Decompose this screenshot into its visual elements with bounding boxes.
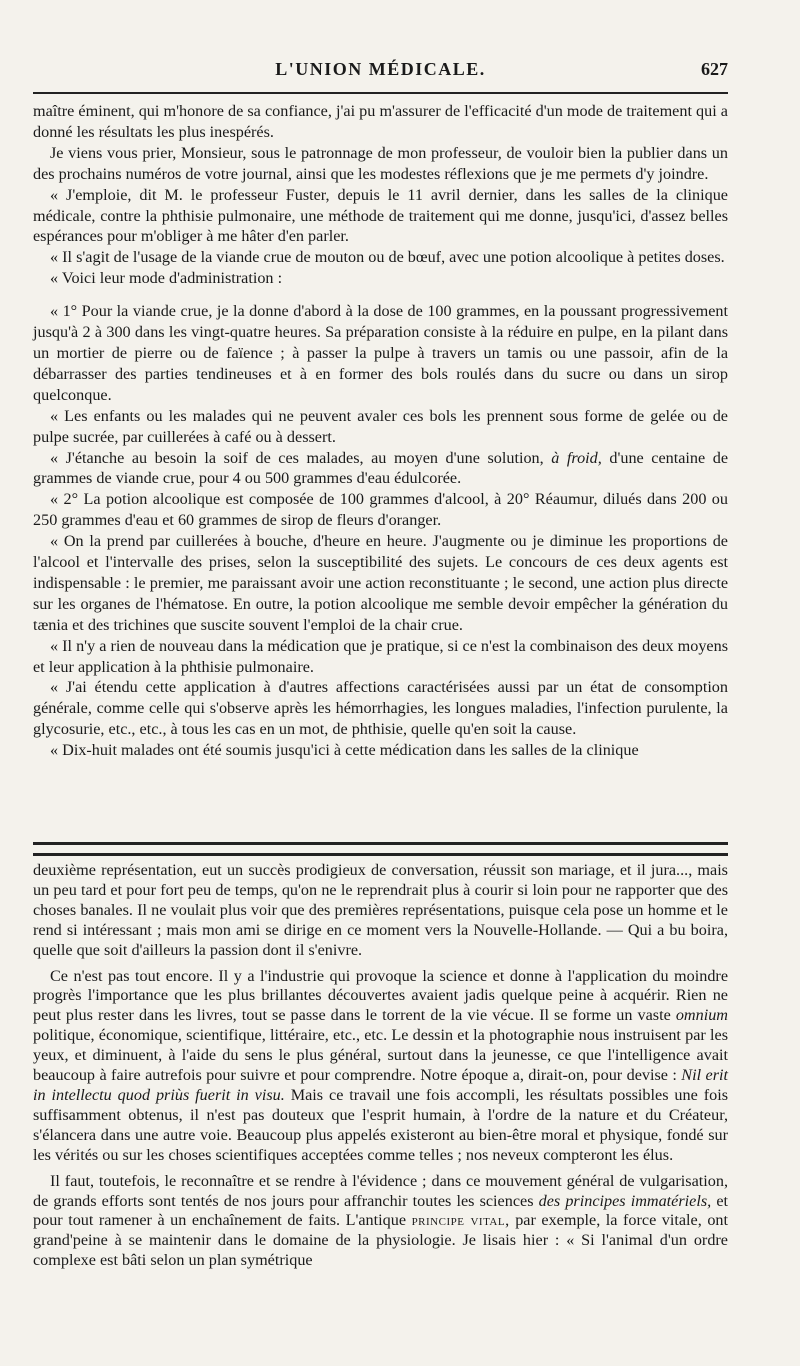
paragraph: deuxième représentation, eut un succès prodigieux de conversation, réussit son mariage, et il jura..., mais un peu tard et pour fort peu de temps, qu'on ne le reprendrait plus à courir si loin pour ne rapporter que des choses banales. Il ne voulait plus voir que des premières représentations, puisque cela pose un homme et le rend si intéressant ; mais mon ami se dirige en ce moment vers la Nouvelle-Hollande. — Qui a bu boira, quelle que soit d'ailleurs la passion dont il s'enivre. xyxy=(33,861,728,959)
paragraph: « Il s'agit de l'usage de la viande crue de mouton ou de bœuf, avec une potion alcoolique à petites doses. xyxy=(50,248,725,267)
paragraph xyxy=(33,967,728,1166)
text-run: « J'étanche au besoin la soif de ces malades, au moyen d'une solution, xyxy=(50,448,544,467)
paragraph: « Les enfants ou les malades qui ne peuvent avaler ces bols les prennent sous forme de gelée ou de pulpe sucrée, par cuillerées à café ou à dessert. xyxy=(33,406,728,446)
italic-run: omnium xyxy=(675,1006,728,1025)
text-run: politique, économique, scientifique, littéraire, etc., etc. Le dessin et la photographie nous instruisent par les yeux, et diminuent, à l'aide du sens le plus général, surtout dans la jeunesse, ce que l'intelligence avait beaucoup à faire autrefois pour suivre et pour comprendre. Notre époque a, dirait-on, pour devise : xyxy=(33,1026,728,1085)
text-run: Ce n'est pas tout encore. Il y a l'industrie qui provoque la science et donne à l'application du moindre progrès l'importance que les plus brillantes découvertes avaient jadis quelque peine à acquérir. Rien ne peut plus rester dans les livres, tout se passe dans le torrent de la vie vécue. Il se forme un vaste xyxy=(33,966,728,1025)
paragraph: « J'ai étendu cette application à d'autres affections caractérisées aussi par un état de consomption générale, comme celle qui s'observe après les hémorrhagies, les longues maladies, l'infection purulente, la glycosurie, etc., etc., à tous les cas en un mot, de phthisie, quelle qu'en soit la cause. xyxy=(33,678,728,739)
paragraph: « 2° La potion alcoolique est composée de 100 grammes d'alcool, à 20° Réaumur, dilués dans 200 ou 250 grammes d'eau et 60 grammes de sirop de fleurs d'oranger. xyxy=(33,490,728,530)
page-header xyxy=(33,57,728,83)
journal-title: L'UNION MÉDICALE. xyxy=(275,59,486,79)
paragraph xyxy=(33,1172,728,1272)
text-run: d'une centaine de grammes de viande crue, pour 4 ou 500 grammes d'eau édulcorée. xyxy=(33,448,729,488)
italic-run: Nil erit in intellectu quod priùs fuerit in visu. xyxy=(33,1066,728,1104)
text-run: et pour tout ramener à un enchaînement de faits. L'antique xyxy=(33,1191,729,1230)
italic-run: à froid, xyxy=(551,448,602,467)
paragraph: « Voici leur mode d'administration : xyxy=(50,269,283,288)
paragraph: « Dix-huit malades ont été soumis jusqu'ici à cette médication dans les salles de la clinique xyxy=(50,741,639,760)
text-run: par exemple, la force vitale, ont grand'peine à se maintenir dans le domaine de la physiologie. Je lisais hier : « Si l'animal d'un ordre complexe est bâti selon un plan symétrique xyxy=(33,1211,728,1270)
feuilleton-divider xyxy=(33,842,728,856)
small-caps-run: principe vital, xyxy=(411,1211,510,1230)
feuilleton-body xyxy=(33,861,728,1271)
italic-run: des principes immatériels, xyxy=(538,1191,712,1210)
paragraph: « On la prend par cuillerées à bouche, d'heure en heure. J'augmente ou je diminue les proportions de l'alcool et l'intervalle des prises, selon la susceptibilité des sujets. Le concours de ces deux agents est indispensable : le premier, me paraissant avoir une action reconstituante ; le second, une action plus directe sur les organes de l'hématose. En outre, la potion alcoolique me semble devoir empêcher la génération du tænia et des trichines que suscite souvent l'emploi de la chair crue. xyxy=(33,532,728,634)
text-run: Il faut, toutefois, le reconnaître et se rendre à l'évidence ; dans ce mouvement général de vulgarisation, de grands efforts sont tentés de nos jours pour affranchir toutes les sciences xyxy=(33,1171,728,1210)
paragraph: maître éminent, qui m'honore de sa confiance, j'ai pu m'assurer de l'efficacité d'un mode de traitement qui a donné les résultats les plus inespérés. xyxy=(33,102,728,141)
page-number: 627 xyxy=(701,59,728,79)
paragraph: « 1° Pour la viande crue, je la donne d'abord à la dose de 100 grammes, en la poussant progressivement jusqu'à 2 à 300 dans les vingt-quatre heures. Sa préparation consiste à la réduire en pulpe, en la pilant dans un mortier de pierre ou de faïence ; à passer la pulpe à travers un tamis ou une passoir, afin de la débarrasser des parties tendineuses et à en former des bols roulés dans du sucre ou dans un sirop quelconque. xyxy=(33,302,728,404)
header-rule xyxy=(33,92,728,94)
letter-body xyxy=(33,101,728,761)
paragraph: « Il n'y a rien de nouveau dans la médication que je pratique, si ce n'est la combinaison des deux moyens et leur application à la phthisie pulmonaire. xyxy=(33,636,728,676)
paragraph: Je viens vous prier, Monsieur, sous le patronnage de mon professeur, de vouloir bien la publier dans un des prochains numéros de votre journal, ainsi que les modestes réflexions que je me permets d'y joindre. xyxy=(33,143,728,183)
paragraph xyxy=(33,448,728,490)
text-run: Mais ce travail une fois accompli, les résultats possibles une fois suffisamment obtenus, il n'est pas douteux que l'esprit humain, à l'ordre de la nature et du Créateur, s'élancera dans une autre voie. Beaucoup plus appelés existeront au bien-être moral et physique, fondé sur les vérités ou sur les choses scientifiques acceptées comme telles ; nos neveux compteront les élus. xyxy=(33,1085,728,1164)
paragraph: « J'emploie, dit M. le professeur Fuster, depuis le 11 avril dernier, dans les salles de la clinique médicale, contre la phthisie pulmonaire, une méthode de traitement qui me donne, jusqu'ici, d'assez belles espérances pour m'obliger à me hâter d'en parler. xyxy=(33,185,728,246)
